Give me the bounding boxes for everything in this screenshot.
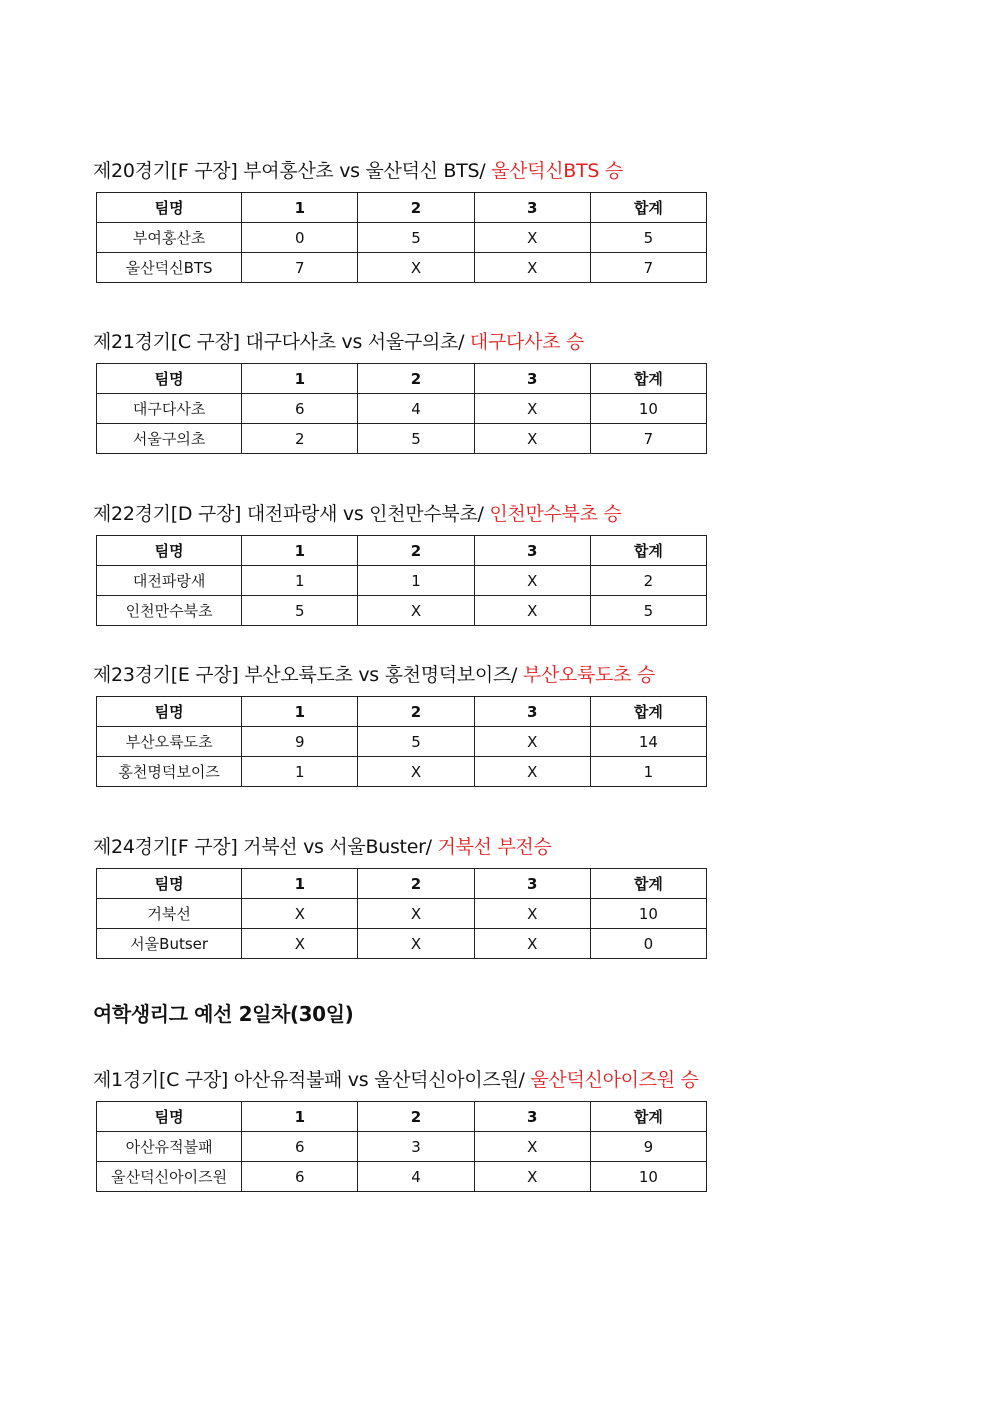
score-cell: 1 xyxy=(358,566,474,596)
score-cell: 6 xyxy=(242,1132,358,1162)
table-row xyxy=(97,223,707,253)
score-cell: X xyxy=(474,394,590,424)
table-row xyxy=(97,596,707,626)
score-table-header-row xyxy=(97,697,707,727)
header-cell: 2 xyxy=(358,193,474,223)
team-name-cell: 아산유적불패 xyxy=(97,1132,242,1162)
table-row xyxy=(97,566,707,596)
score-table xyxy=(96,1101,707,1192)
score-cell: 10 xyxy=(590,394,706,424)
score-cell: X xyxy=(358,757,474,787)
table-row xyxy=(97,424,707,454)
score-cell: X xyxy=(474,223,590,253)
team-name-cell: 서울구의초 xyxy=(97,424,242,454)
score-cell: 5 xyxy=(590,223,706,253)
score-table xyxy=(96,363,707,454)
score-table xyxy=(96,696,707,787)
game-block-3 xyxy=(93,501,663,620)
header-cell: 팀명 xyxy=(97,536,242,566)
team-name-cell: 인천만수북초 xyxy=(97,596,242,626)
header-cell: 1 xyxy=(242,1102,358,1132)
table-row xyxy=(97,394,707,424)
header-cell: 3 xyxy=(474,697,590,727)
score-cell: 7 xyxy=(242,253,358,283)
score-cell: X xyxy=(474,929,590,959)
team-name-cell: 부산오륙도초 xyxy=(97,727,242,757)
score-table xyxy=(96,535,707,626)
game-winner-label: 인천만수북초 승 xyxy=(489,503,622,525)
score-table-header-row xyxy=(97,1102,707,1132)
game-title xyxy=(93,501,621,527)
game-title-prefix: 제24경기[F 구장] 거북선 vs 서울Buster/ xyxy=(93,836,438,858)
score-cell: 5 xyxy=(590,596,706,626)
header-cell: 1 xyxy=(242,869,358,899)
score-table xyxy=(96,868,707,959)
score-table xyxy=(96,192,707,283)
game-title-prefix: 제21경기[C 구장] 대구다사초 vs 서울구의초/ xyxy=(93,331,470,353)
team-name-cell: 울산덕신BTS xyxy=(97,253,242,283)
score-cell: X xyxy=(242,899,358,929)
header-cell: 팀명 xyxy=(97,193,242,223)
score-cell: 1 xyxy=(590,757,706,787)
game-block-5 xyxy=(93,834,663,953)
header-cell: 팀명 xyxy=(97,697,242,727)
table-row xyxy=(97,757,707,787)
team-name-cell: 홍천명덕보이즈 xyxy=(97,757,242,787)
header-cell: 3 xyxy=(474,364,590,394)
header-cell: 합계 xyxy=(590,697,706,727)
score-cell: 5 xyxy=(358,223,474,253)
team-name-cell: 울산덕신아이즈원 xyxy=(97,1162,242,1192)
score-cell: 10 xyxy=(590,1162,706,1192)
score-cell: 0 xyxy=(242,223,358,253)
header-cell: 2 xyxy=(358,869,474,899)
header-cell: 2 xyxy=(358,1102,474,1132)
game-block-4 xyxy=(93,662,663,781)
header-cell: 3 xyxy=(474,869,590,899)
header-cell: 1 xyxy=(242,536,358,566)
game-title xyxy=(93,662,655,688)
game-block-6 xyxy=(93,1067,699,1186)
table-row xyxy=(97,899,707,929)
header-cell: 합계 xyxy=(590,869,706,899)
game-block-2 xyxy=(93,329,663,448)
game-block-1 xyxy=(93,158,663,277)
score-table-header-row xyxy=(97,869,707,899)
score-cell: 7 xyxy=(590,253,706,283)
score-cell: 0 xyxy=(590,929,706,959)
game-winner-label: 울산덕신BTS 승 xyxy=(491,160,623,182)
score-cell: 6 xyxy=(242,1162,358,1192)
score-cell: 4 xyxy=(358,394,474,424)
game-winner-label: 대구다사초 승 xyxy=(469,331,584,353)
score-cell: 5 xyxy=(358,727,474,757)
header-cell: 합계 xyxy=(590,193,706,223)
table-row xyxy=(97,929,707,959)
game-title xyxy=(93,834,552,860)
header-cell: 팀명 xyxy=(97,364,242,394)
score-cell: X xyxy=(358,899,474,929)
score-cell: X xyxy=(242,929,358,959)
header-cell: 2 xyxy=(358,697,474,727)
header-cell: 2 xyxy=(358,536,474,566)
score-cell: X xyxy=(474,424,590,454)
score-cell: X xyxy=(474,727,590,757)
header-cell: 3 xyxy=(474,536,590,566)
score-cell: 9 xyxy=(590,1132,706,1162)
score-cell: X xyxy=(474,596,590,626)
score-table-header-row xyxy=(97,364,707,394)
game-winner-label: 거북선 부전승 xyxy=(437,836,552,858)
score-cell: X xyxy=(358,596,474,626)
game-title-prefix: 제23경기[E 구장] 부산오륙도초 vs 홍천명덕보이즈/ xyxy=(93,664,523,686)
header-cell: 1 xyxy=(242,697,358,727)
score-cell: X xyxy=(474,1162,590,1192)
header-cell: 2 xyxy=(358,364,474,394)
game-winner-label: 부산오륙도초 승 xyxy=(522,664,655,686)
header-cell: 3 xyxy=(474,193,590,223)
score-cell: 2 xyxy=(590,566,706,596)
score-cell: 1 xyxy=(242,757,358,787)
section-heading-girls-league: 여학생리그 예선 2일차(30일) xyxy=(93,1002,354,1026)
header-cell: 팀명 xyxy=(97,869,242,899)
score-cell: X xyxy=(474,757,590,787)
score-cell: 7 xyxy=(590,424,706,454)
table-row xyxy=(97,253,707,283)
score-cell: X xyxy=(358,253,474,283)
score-cell: 14 xyxy=(590,727,706,757)
score-cell: 2 xyxy=(242,424,358,454)
score-cell: 5 xyxy=(358,424,474,454)
score-cell: 5 xyxy=(242,596,358,626)
score-cell: X xyxy=(474,899,590,929)
team-name-cell: 대전파랑새 xyxy=(97,566,242,596)
header-cell: 합계 xyxy=(590,1102,706,1132)
score-cell: 1 xyxy=(242,566,358,596)
score-cell: X xyxy=(474,1132,590,1162)
team-name-cell: 거북선 xyxy=(97,899,242,929)
score-cell: 6 xyxy=(242,394,358,424)
table-row xyxy=(97,1132,707,1162)
score-cell: X xyxy=(358,929,474,959)
score-cell: 3 xyxy=(358,1132,474,1162)
game-title xyxy=(93,329,584,355)
team-name-cell: 대구다사초 xyxy=(97,394,242,424)
team-name-cell: 부여홍산초 xyxy=(97,223,242,253)
game-title-prefix: 제1경기[C 구장] 아산유적불패 vs 울산덕신아이즈원/ xyxy=(93,1069,531,1091)
game-title xyxy=(93,158,623,184)
team-name-cell: 서울Butser xyxy=(97,929,242,959)
score-cell: 10 xyxy=(590,899,706,929)
game-winner-label: 울산덕신아이즈원 승 xyxy=(530,1069,699,1091)
header-cell: 팀명 xyxy=(97,1102,242,1132)
header-cell: 합계 xyxy=(590,364,706,394)
score-cell: X xyxy=(474,566,590,596)
score-cell: 4 xyxy=(358,1162,474,1192)
score-cell: 9 xyxy=(242,727,358,757)
header-cell: 3 xyxy=(474,1102,590,1132)
score-cell: X xyxy=(474,253,590,283)
score-table-header-row xyxy=(97,193,707,223)
table-row xyxy=(97,727,707,757)
game-title xyxy=(93,1067,699,1093)
table-row xyxy=(97,1162,707,1192)
header-cell: 1 xyxy=(242,193,358,223)
header-cell: 1 xyxy=(242,364,358,394)
score-table-header-row xyxy=(97,536,707,566)
game-title-prefix: 제22경기[D 구장] 대전파랑새 vs 인천만수북초/ xyxy=(93,503,490,525)
game-title-prefix: 제20경기[F 구장] 부여홍산초 vs 울산덕신 BTS/ xyxy=(93,160,492,182)
header-cell: 합계 xyxy=(590,536,706,566)
